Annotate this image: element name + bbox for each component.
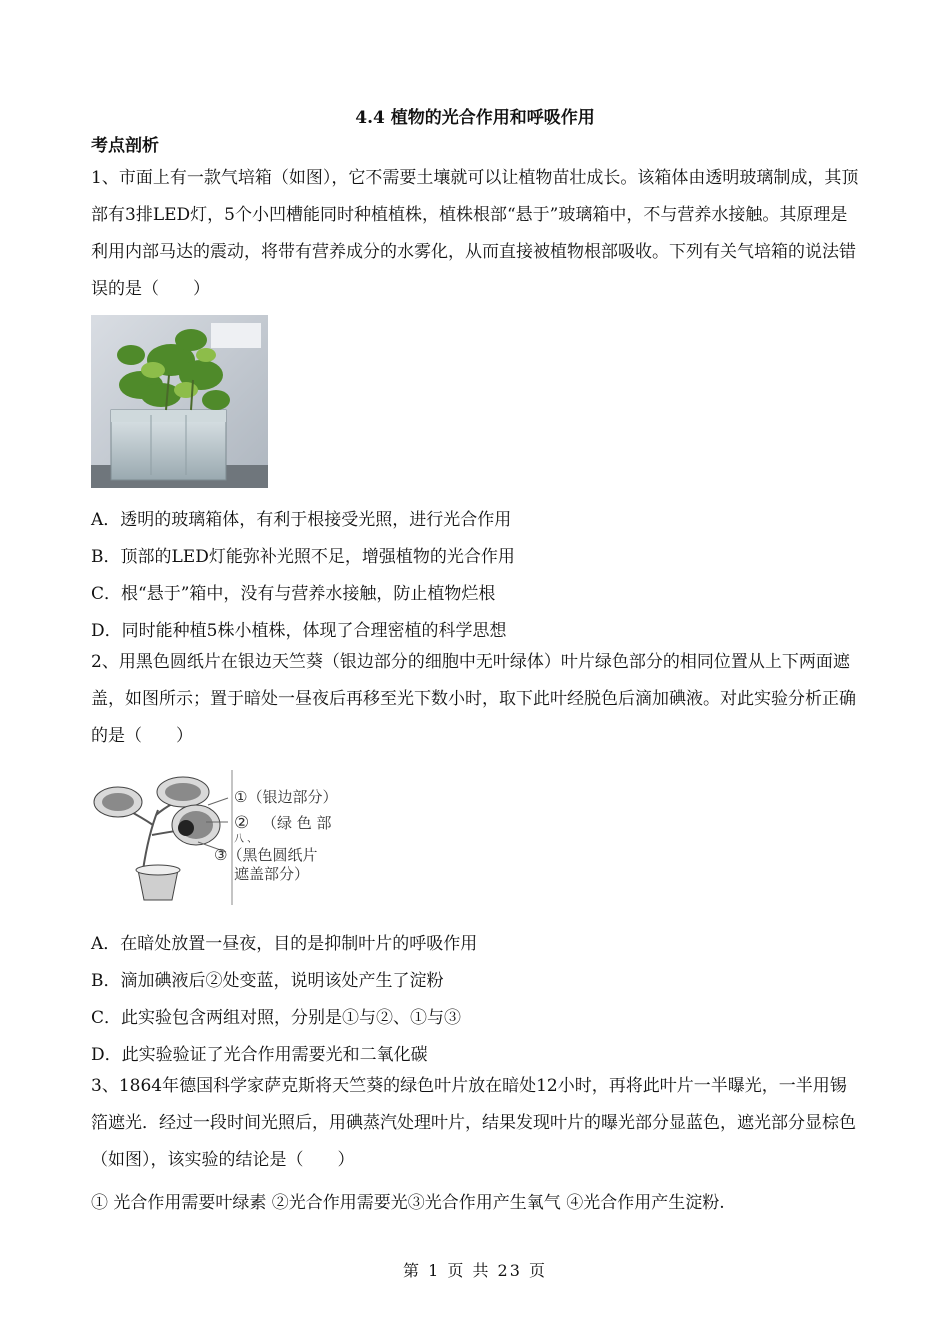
page-footer: 第 1 页 共 23 页	[403, 1261, 547, 1280]
diagram-label-2c: 八 、	[234, 834, 258, 845]
diagram-label-1: ①（银边部分）	[234, 788, 338, 806]
diagram-label-3b: 遮盖部分）	[234, 865, 310, 883]
section-heading: 考点剖析	[91, 136, 159, 156]
page-title: 4.4 植物的光合作用和呼吸作用	[355, 108, 595, 128]
q2-option-c: C．此实验包含两组对照，分别是①与②、①与③	[91, 1008, 462, 1028]
air-planter-photo	[91, 315, 268, 488]
q2-option-a: A．在暗处放置一昼夜，目的是抑制叶片的呼吸作用	[91, 934, 478, 954]
q1-option-b: B．顶部的LED灯能弥补光照不足，增强植物的光合作用	[91, 547, 515, 567]
q2-option-b: B．滴加碘液后②处变蓝，说明该处产生了淀粉	[91, 971, 444, 991]
question-1-text: 1、市面上有一款气培箱（如图），它不需要土壤就可以让植物苗壮成长。该箱体由透明玻璃制成，其顶部有3排LED灯，5个小凹槽能同时种植植株，植株根部“悬于”玻璃箱中，不与营养水接触。其原理是利用内部马达的震动，将带有营养成分的水雾化，从而直接被植物根部吸收。下列有关气培箱的说法错误的是（ ）	[91, 168, 859, 299]
q3-choices-line: ① 光合作用需要叶绿素 ②光合作用需要光③光合作用产生氧气 ④光合作用产生淀粉.	[91, 1193, 725, 1213]
q1-option-c: C．根“悬于”箱中，没有与营养水接触，防止植物烂根	[91, 584, 496, 604]
q2-option-d: D．此实验验证了光合作用需要光和二氧化碳	[91, 1045, 428, 1065]
q1-option-d: D．同时能种植5株小植株，体现了合理密植的科学思想	[91, 621, 507, 641]
question-3-text: 3、1864年德国科学家萨克斯将天竺葵的绿色叶片放在暗处12小时，再将此叶片一半曝光，一半用锡箔遮光．经过一段时间光照后，用碘蒸汽处理叶片，结果发现叶片的曝光部分显蓝色，遮光部分显棕色（如图），该实验的结论是（ ）	[91, 1076, 856, 1170]
q1-option-a: A．透明的玻璃箱体，有利于根接受光照，进行光合作用	[91, 510, 512, 530]
diagram-label-2b: （绿 色 部	[262, 814, 332, 832]
diagram-label-3a: ③（黑色圆纸片	[214, 846, 318, 864]
geranium-diagram	[88, 770, 348, 905]
question-2-text: 2、用黑色圆纸片在银边天竺葵（银边部分的细胞中无叶绿体）叶片绿色部分的相同位置从上下两面遮盖，如图所示；置于暗处一昼夜后再移至光下数小时，取下此叶经脱色后滴加碘液。对此实验分析正确的是（ ）	[91, 652, 856, 746]
diagram-label-2: ②	[234, 813, 250, 833]
